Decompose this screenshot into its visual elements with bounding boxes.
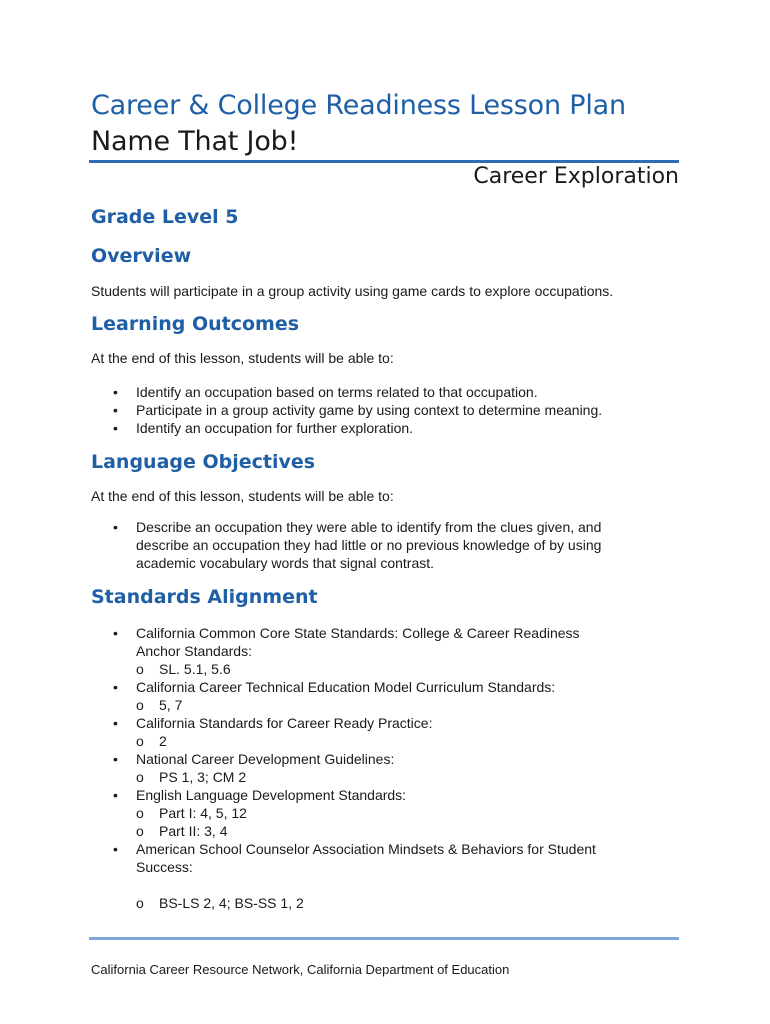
sub-list-item: o Part I: 4, 5, 12 [114,804,651,822]
standards-list [91,624,651,912]
standard-label: California Common Core State Standards: College & Career Readiness Anchor Standards: [136,625,580,659]
grade-level-heading: Grade Level 5 [91,206,239,228]
standard-label: National Career Development Guidelines: [136,751,395,767]
list-item [91,840,636,912]
list-item: • Identify an occupation based on terms related to that occupation. [91,383,651,401]
sub-list-item: o SL. 5.1, 5.6 [114,660,606,678]
footer-divider [89,937,679,940]
list-item [91,750,651,786]
sub-list-item: o PS 1, 3; CM 2 [114,768,651,786]
learning-outcomes-intro: At the end of this lesson, students will be able to: [91,350,394,366]
sub-list-item: o 5, 7 [114,696,651,714]
list-item [91,786,651,840]
standards-alignment-heading: Standards Alignment [91,586,318,608]
language-objectives-list [91,518,651,572]
list-item [91,714,651,750]
footer-text: California Career Resource Network, California Department of Education [91,962,510,977]
list-item: • Describe an occupation they were able to identify from the clues given, and describe an occupation they had little or no previous knowledge of by using academic vocabulary words that signal contrast. [91,518,606,572]
standard-label: American School Counselor Association Mindsets & Behaviors for Student Success: [136,841,596,875]
document-title: Career & College Readiness Lesson Plan [91,90,626,121]
list-item [91,624,606,678]
overview-text: Students will participate in a group activity using game cards to explore occupations. [91,283,614,299]
standard-label: English Language Development Standards: [136,787,407,803]
list-item: • Identify an occupation for further exploration. [91,419,651,437]
list-item [91,678,651,714]
document-subtitle: Name That Job! [91,126,299,157]
header-divider [89,160,679,163]
standard-label: California Career Technical Education Model Curriculum Standards: [136,679,556,695]
sub-list-item: o Part II: 3, 4 [114,822,651,840]
learning-outcomes-list [91,383,651,437]
category-label: Career Exploration [473,164,679,189]
learning-outcomes-heading: Learning Outcomes [91,313,300,335]
language-objectives-intro: At the end of this lesson, students will be able to: [91,488,394,504]
list-item: • Participate in a group activity game by using context to determine meaning. [91,401,651,419]
overview-heading: Overview [91,245,192,267]
sub-list-item: o BS-LS 2, 4; BS-SS 1, 2 [114,894,636,912]
sub-list-item: o 2 [114,732,651,750]
standard-label: California Standards for Career Ready Practice: [136,715,433,731]
language-objectives-heading: Language Objectives [91,451,316,473]
